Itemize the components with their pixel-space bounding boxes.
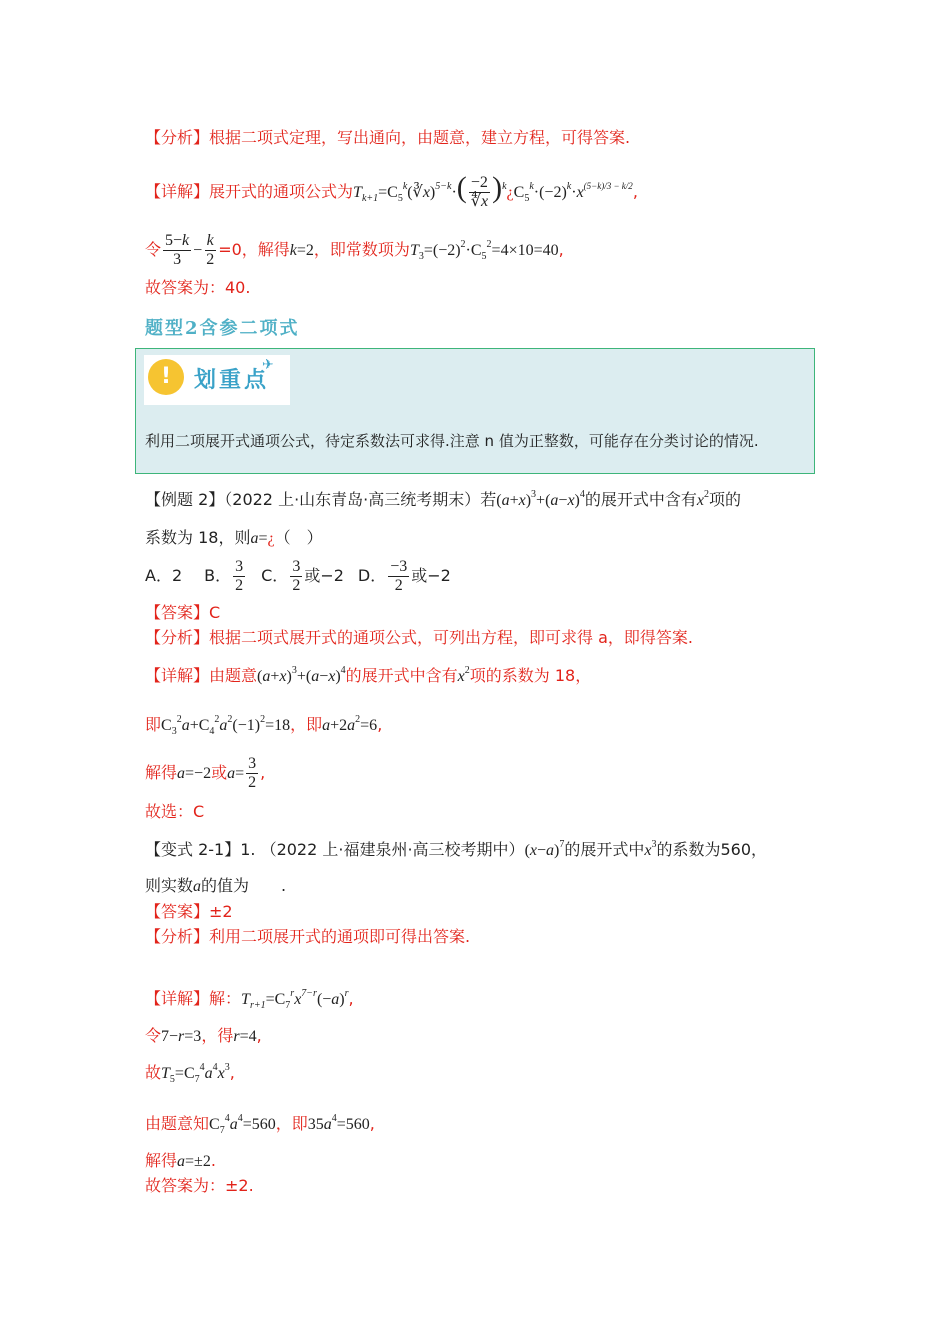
example-2-tail: 项的 (709, 490, 742, 509)
example-2-answer (145, 603, 220, 623)
fraction-5-k-over-3: $\frac{5-k}{3}$ (165, 232, 190, 268)
variant-detail-2: 令7−r=3，得r=4, (145, 1026, 262, 1045)
variant-2-1-line-1: 【变式 2-1】1. （2022 上·福建泉州·高三校考期中）$(x-a)^7$的展开式中$x^3$的系数为560， (145, 839, 768, 859)
example-2-detail-2: 即$C_3^2a+C_4^2a^2(-1)^2=18$，即$a+2a^2=6$, (145, 714, 383, 737)
example-2-line2: 系数为 18，则 (145, 528, 251, 547)
variant-2-1-line-2: 则实数a的值为 . (145, 876, 287, 895)
detail-tail: 项的系数为 18， (469, 666, 592, 685)
or-text: 或 (211, 763, 228, 782)
let-prefix: 令 (145, 240, 162, 259)
answer-line-1: 故答案为：40. (145, 278, 251, 297)
option-d-fraction: $\frac{-3}{2}$ (390, 558, 408, 594)
answer-tag: 【答案】 (145, 603, 210, 622)
analysis-tag: 【分析】 (145, 628, 210, 647)
option-c: C． (261, 566, 289, 585)
example-2-line-1: 【例题 2】（2022 上·山东青岛·高三统考期末）若$(a+x)^3+(a-x)^4$的展开式中含有$x^2$项的 (145, 489, 742, 509)
fraction-k-over-2: $\frac{k}{2}$ (206, 232, 215, 268)
variant-answer (145, 902, 233, 922)
example-2-options (145, 556, 451, 596)
badge-title: 划重点 (194, 368, 270, 393)
detail-line-2: 令 $\frac{5-k}{3}$ − $\frac{k}{2}$ =0，解得k=2，即常数项为$T_3=(-2)^2\cdot C_5^2=4\times 10=40$, (145, 232, 564, 268)
analysis-line-1 (145, 128, 630, 148)
constant-term-formula: $T_3=(-2)^2\cdot C_5^2=4\times 10=40$ (409, 239, 559, 262)
given-text: 由题意知 (145, 1114, 210, 1133)
detail-text: 展开式的通项公式为 (209, 182, 354, 201)
option-d: D． (357, 566, 387, 585)
example-2-detail-1: 【详解】由题意$(a+x)^3+(a-x)^4$的展开式中含有$x^2$项的系数为 18， (145, 665, 592, 685)
ji-mid: ，即 (290, 715, 323, 734)
detail-tag: 【详解】 (145, 666, 210, 685)
ji-text: 即 (145, 715, 162, 734)
option-d-tail: 或−2 (411, 566, 451, 585)
variant-line2-tail: 的值为 . (201, 876, 287, 895)
example-2-label: 【例题 2】（2022 上·山东青岛·高三统考期末）若 (145, 490, 497, 509)
solve-text: =0，解得 (218, 240, 290, 259)
option-b: B． (204, 566, 232, 585)
analysis-tag: 【分析】 (145, 128, 210, 147)
option-b-fraction: $\frac{3}{2}$ (235, 558, 244, 594)
variant-final-answer: 故答案为：±2. (145, 1176, 254, 1195)
section-heading: 题型2含参二项式 (145, 318, 300, 339)
analysis-text: 利用二项展开式的通项即可得出答案. (209, 927, 471, 946)
detail-text: 解： (209, 989, 242, 1008)
analysis-text: 根据二项式定理，写出通向，由题意，建立方程，可得答案. (209, 128, 631, 147)
variant-detail-4: 由题意知$C_7^4a^4=560$，即$35a^4=560$, (145, 1113, 375, 1136)
example-2-choice: 故选：C (145, 802, 205, 821)
detail-tag: 【详解】 (145, 989, 210, 1008)
analysis-tag: 【分析】 (145, 927, 210, 946)
variant-detail-3: 故$T_5=C_7^4a^4x^3$, (145, 1062, 235, 1085)
option-a: A．2 (145, 566, 183, 585)
so-text: 故 (145, 1063, 162, 1082)
key-point-badge (144, 355, 290, 405)
variant-detail-1: 【详解】解：$T_{r+1}=C_7^rx^{7-r}(-a)^r$, (145, 988, 354, 1011)
key-point-box (135, 348, 815, 474)
paper-plane-icon: ✈ (262, 357, 274, 373)
solve-text: 解得 (145, 1151, 178, 1170)
example-2-detail-3: 解得a=−2或a= $\frac{3}{2}$ , (145, 755, 266, 791)
answer-tag: 【答案】 (145, 902, 210, 921)
detail-mid: 的展开式中含有 (345, 666, 458, 685)
detail-line-1: 【详解】展开式的通项公式为$T_{k+1}=C_5^k(∛x)^{5-k}\cdot$( $\frac{-2}{∜x}$ )$^k¿C_5^k\cdot(-2)^k\cdot x^{(5-k)/3 - k/2}$, (145, 171, 638, 210)
answer-value: ±2 (209, 902, 233, 921)
option-c-tail: 或−2 (304, 566, 344, 585)
key-point-text: 利用二项展开式通项公式，待定系数法可求得.注意 n 值为正整数，可能存在分类讨论的情况. (145, 432, 759, 450)
variant-mid: 的展开式中 (564, 840, 645, 859)
example-2-line2-tail: （ ） (274, 528, 323, 547)
variant-analysis (145, 927, 470, 947)
analysis-text: 根据二项式展开式的通项公式，可列出方程，即可求得 a，即得答案. (209, 628, 693, 647)
solve-text: 解得 (145, 763, 178, 782)
let-text: 令 (145, 1026, 162, 1045)
variant-detail-5: 解得a=±2. (145, 1151, 216, 1170)
general-term-formula: $T_{k+1}=C_5^k(∛x)^{5-k}\cdot$( $\frac{-2}{∜x}$ )$^k¿C_5^k\cdot(-2)^k\cdot x^{(5-k)/3 - k/2}$ (353, 171, 633, 210)
detail-tag: 【详解】 (145, 182, 210, 201)
option-c-fraction: $\frac{3}{2}$ (292, 558, 301, 594)
example-2-mid: 的展开式中含有 (584, 490, 697, 509)
detail-text: 由题意 (209, 666, 258, 685)
constant-term-text: ，即常数项为 (313, 240, 410, 259)
example-2-analysis (145, 628, 693, 648)
variant-tail: 的系数为560， (656, 840, 768, 859)
variant-line2: 则实数 (145, 876, 194, 895)
given-mid: ，即 (275, 1114, 308, 1133)
answer-value: C (209, 603, 221, 622)
lightbulb-icon: ! (148, 359, 184, 395)
example-2-line-2: 系数为 18，则a=¿（ ） (145, 528, 323, 547)
variant-label: 【变式 2-1】1. （2022 上·福建泉州·高三校考期中） (145, 840, 525, 859)
get-text: ，得 (201, 1026, 234, 1045)
